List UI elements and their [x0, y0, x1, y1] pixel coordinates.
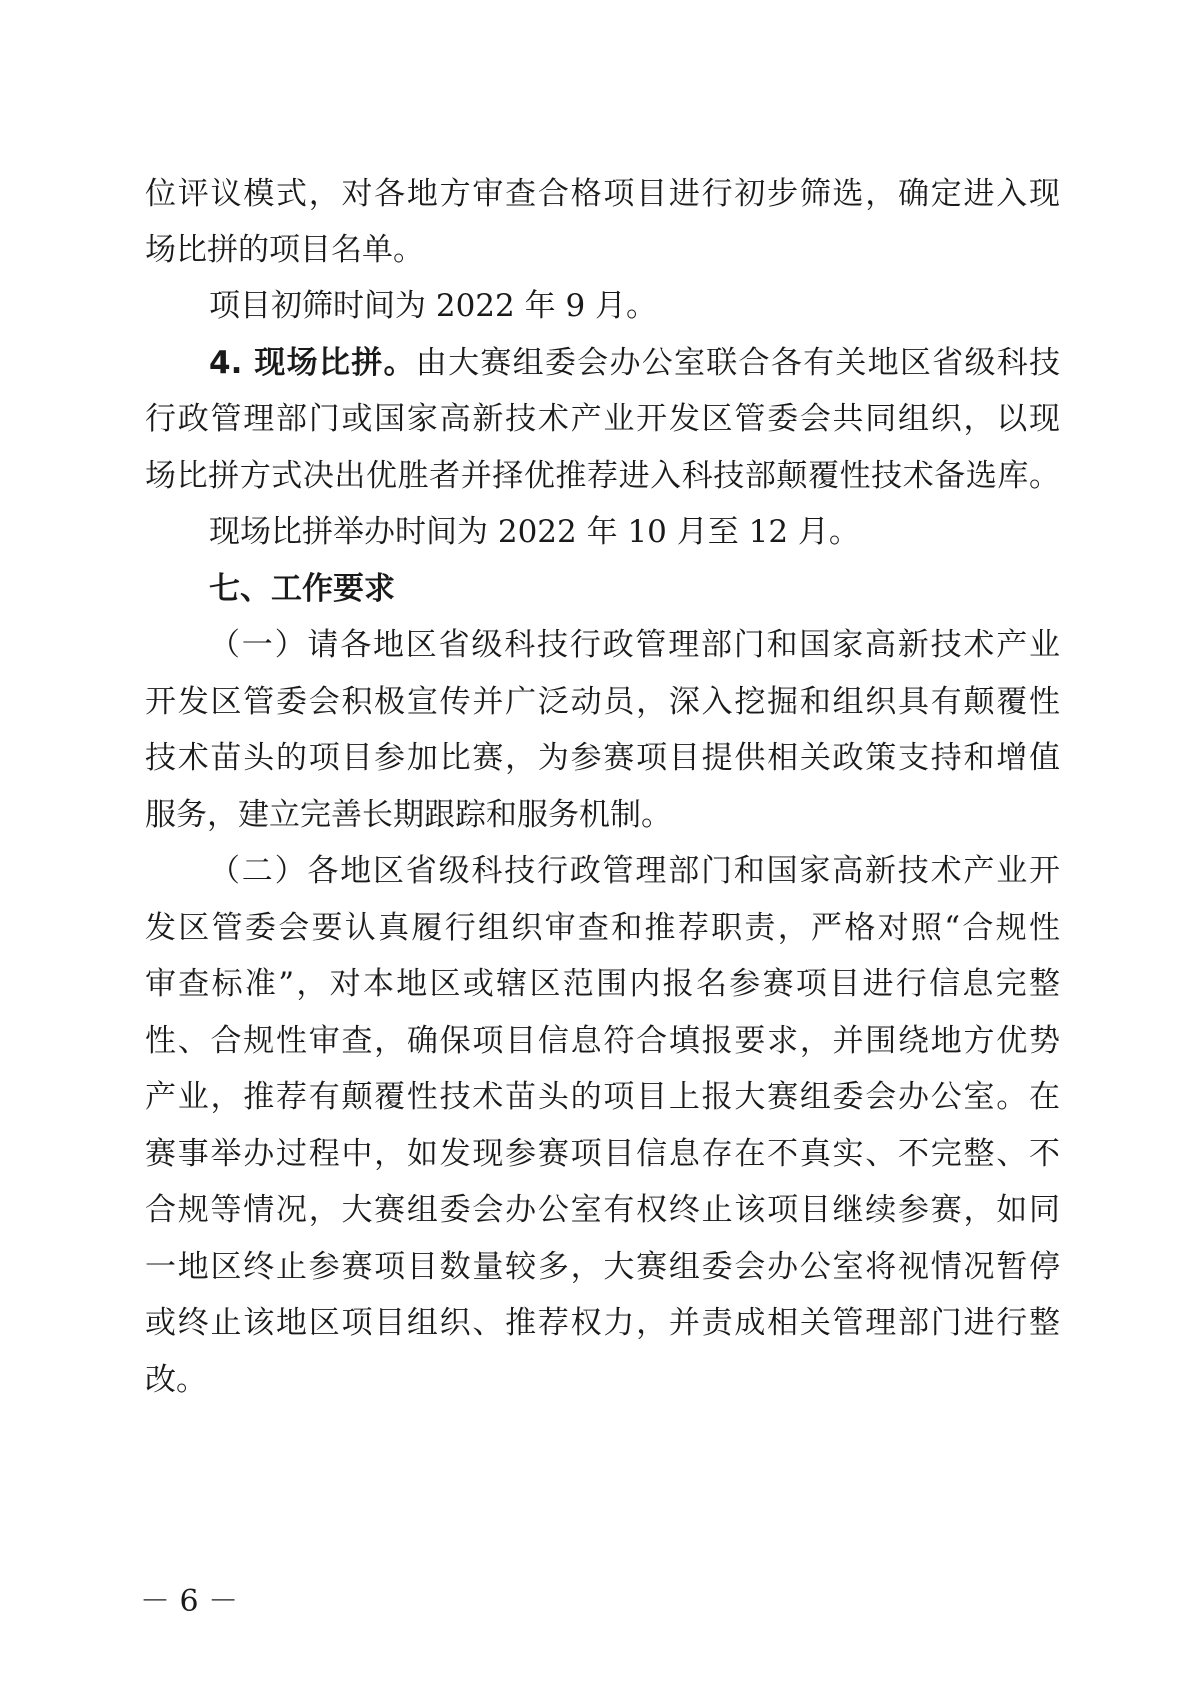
text-line: 赛事举办过程中，如发现参赛项目信息存在不真实、不完整、不: [145, 1136, 1060, 1172]
page-number: － 6 －: [140, 1584, 239, 1619]
text-line: 发区管委会要认真履行组织审查和推荐职责，严格对照“合规性: [145, 910, 1060, 946]
text-line: （一）请各地区省级科技行政管理部门和国家高新技术产业: [209, 627, 1060, 663]
text-line: 现场比拼举办时间为 2022 年 10 月至 12 月。: [209, 514, 860, 550]
text-line: 或终止该地区项目组织、推荐权力，并责成相关管理部门进行整: [145, 1305, 1060, 1341]
text-line: 行政管理部门或国家高新技术产业开发区管委会共同组织，以现: [145, 401, 1060, 437]
text-line: 场比拼方式决出优胜者并择优推荐进入科技部颠覆性技术备选库。: [145, 458, 1060, 494]
text-line: 一地区终止参赛项目数量较多，大赛组委会办公室将视情况暂停: [145, 1249, 1060, 1285]
text-line: 场比拼的项目名单。: [145, 232, 424, 268]
text-run: 由大赛组委会办公室联合各有关地区省级科技: [415, 345, 1061, 381]
text-line: 性、合规性审查，确保项目信息符合填报要求，并围绕地方优势: [145, 1023, 1060, 1059]
text-line: 改。: [145, 1362, 207, 1398]
text-line: 产业，推荐有颠覆性技术苗头的项目上报大赛组委会办公室。在: [145, 1079, 1060, 1115]
section-heading: 七、工作要求: [209, 571, 395, 607]
subsection-paragraph-line: [209, 343, 1060, 383]
text-line: （二）各地区省级科技行政管理部门和国家高新技术产业开: [209, 853, 1060, 889]
text-line: 服务，建立完善长期跟踪和服务机制。: [145, 797, 672, 833]
text-line: 开发区管委会积极宣传并广泛动员，深入挖掘和组织具有颠覆性: [145, 684, 1060, 720]
text-line: 合规等情况，大赛组委会办公室有权终止该项目继续参赛，如同: [145, 1192, 1060, 1228]
text-line: 技术苗头的项目参加比赛，为参赛项目提供相关政策支持和增值: [145, 740, 1060, 776]
text-line: 位评议模式，对各地方审查合格项目进行初步筛选，确定进入现: [145, 176, 1060, 212]
text-line: 项目初筛时间为 2022 年 9 月。: [209, 288, 658, 324]
subsection-title: 4. 现场比拼。: [209, 345, 416, 381]
text-line: 审查标准”，对本地区或辖区范围内报名参赛项目进行信息完整: [145, 966, 1060, 1002]
